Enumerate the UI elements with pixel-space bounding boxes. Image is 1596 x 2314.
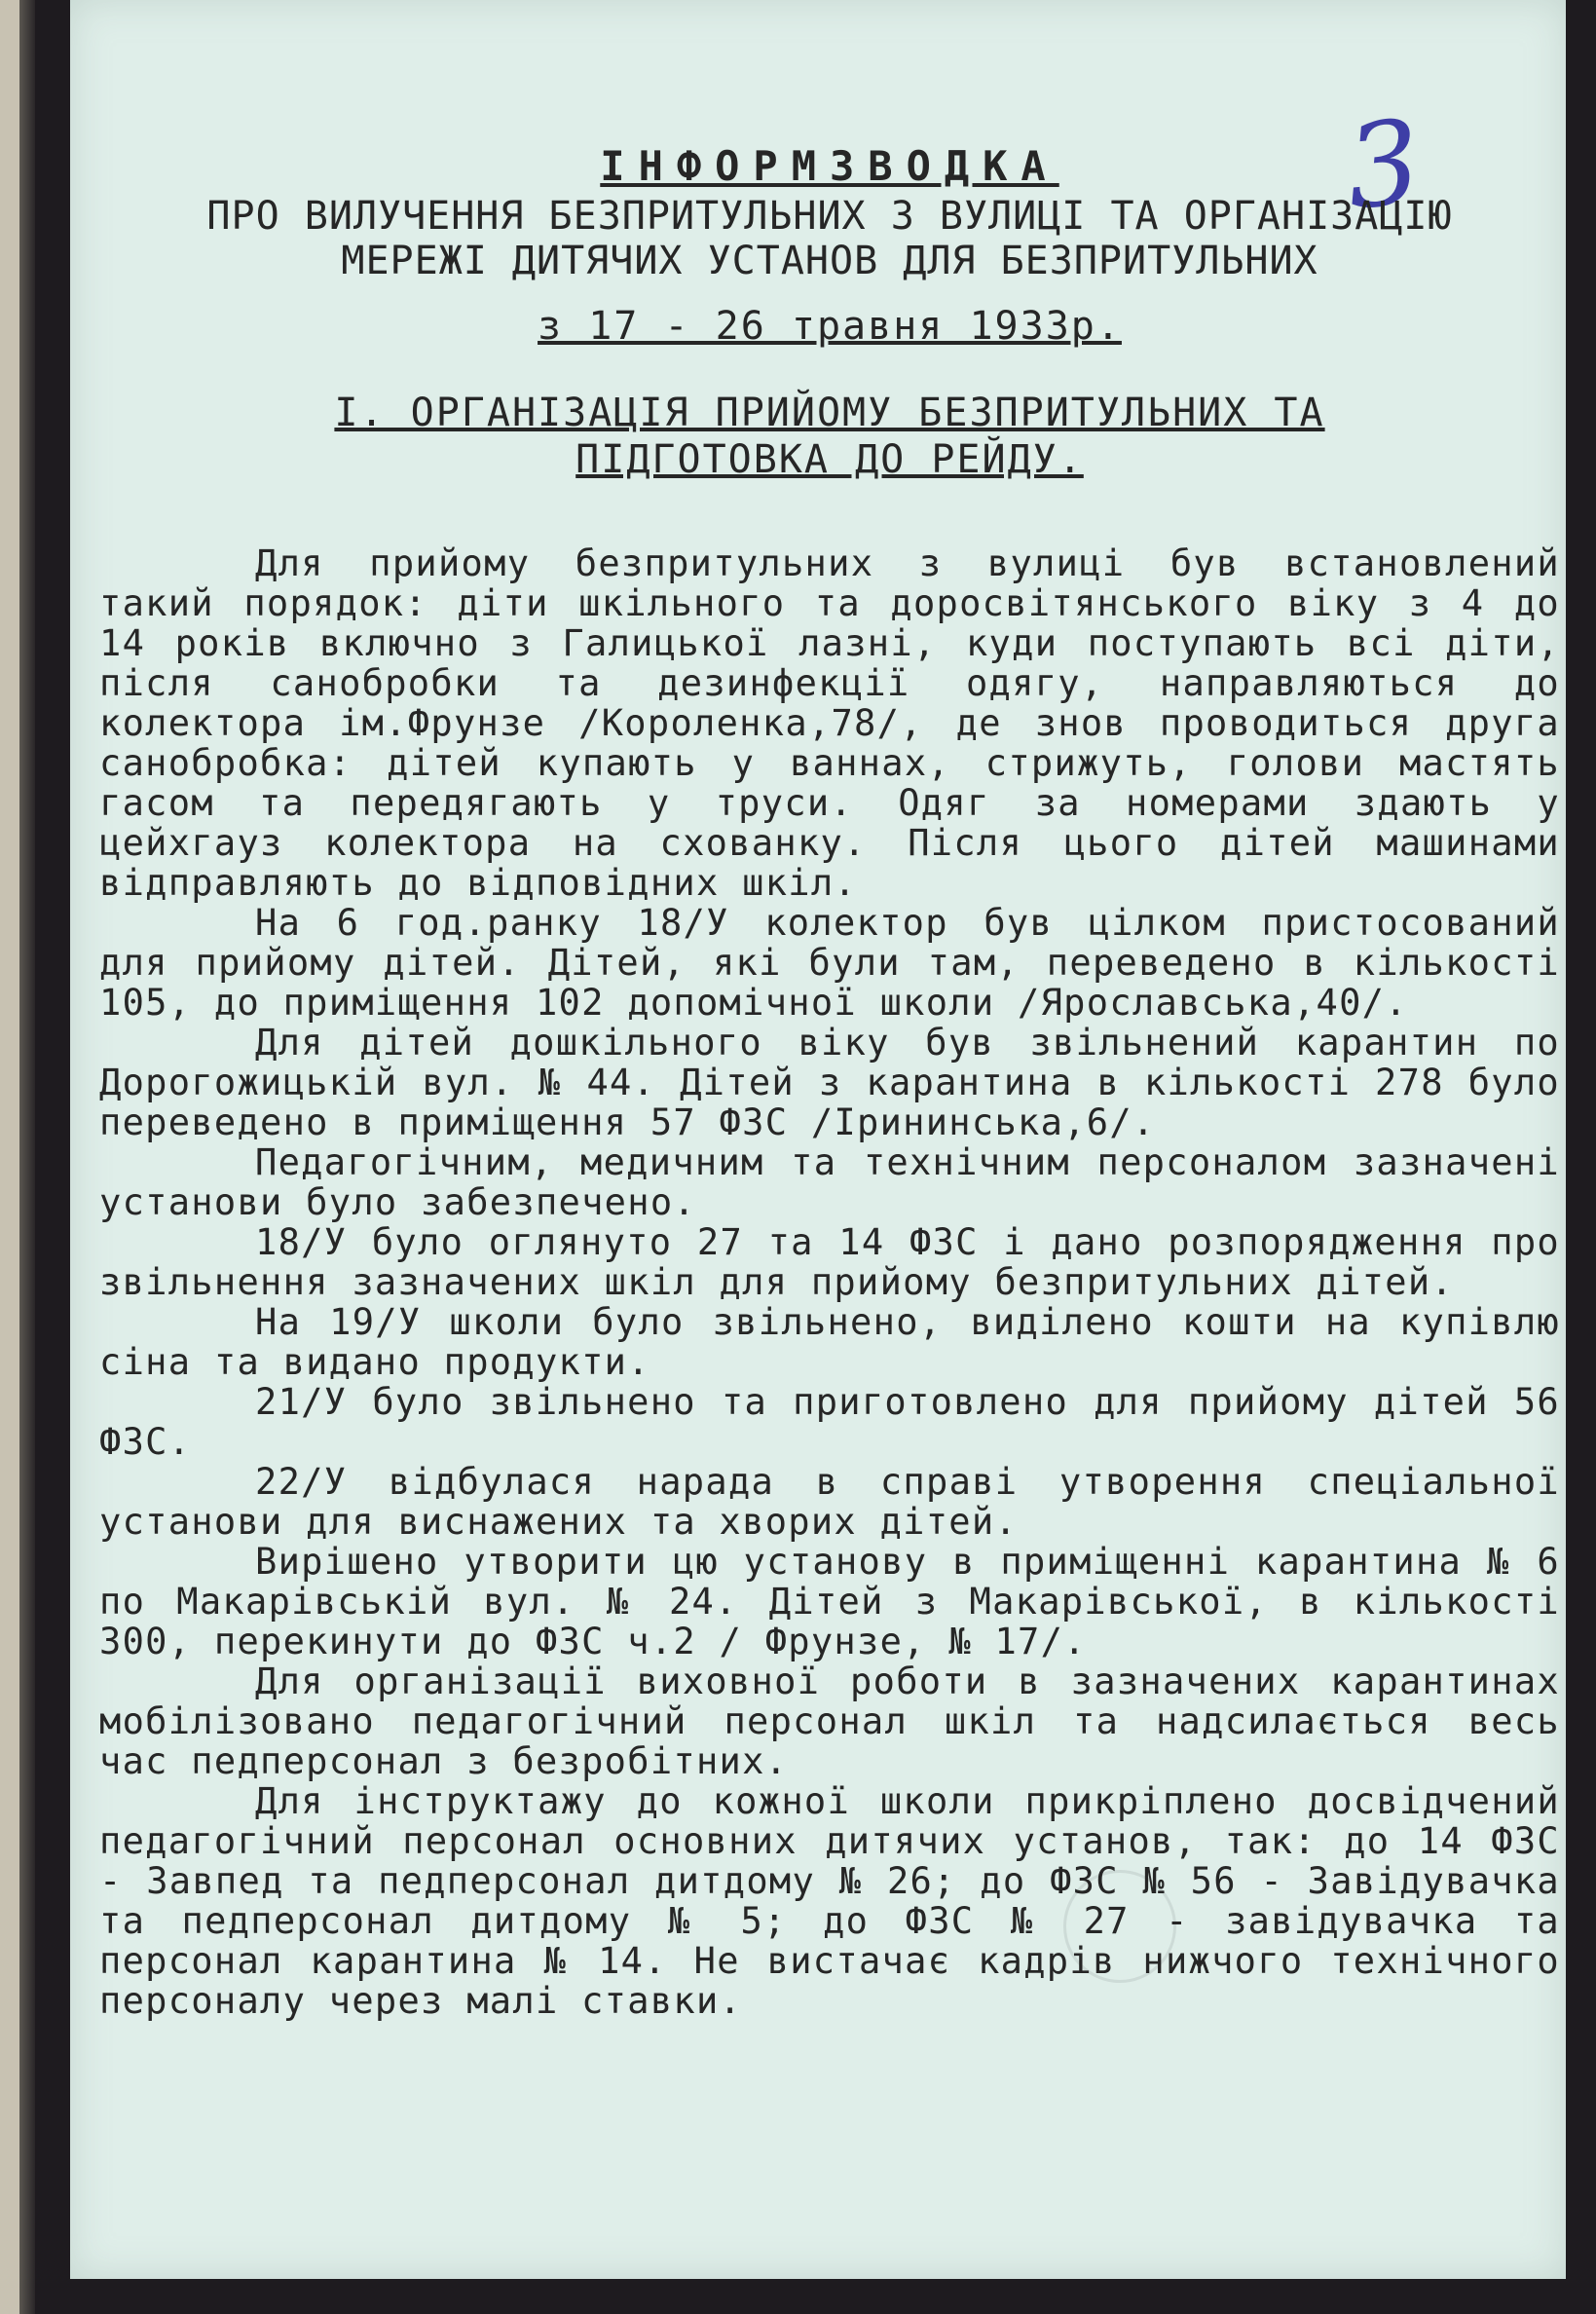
date-range: з 17 - 26 травня 1933р.: [538, 304, 1122, 349]
section-heading-line-2: ПІДГОТОВКА ДО РЕЙДУ.: [575, 437, 1084, 482]
paragraph: 22/У відбулася нарада в справі утворення спеціальної установи для виснажених та хворих дітей.: [99, 1461, 1560, 1543]
section-heading: [99, 390, 1560, 483]
section-heading-line-1: І. ОРГАНІЗАЦІЯ ПРИЙОМУ БЕЗПРИТУЛЬНИХ ТА: [334, 391, 1325, 435]
paragraph: Для інструктажу до кожної школи прикріплено досвідчений педагогічний персонал основних дитячих установ, так: до 14 ФЗС - Завпед та педперсонал дитдому № 26; до ФЗС № 56 - Завідувачка та педперсонал дитдому № 5; до ФЗС № 27 - завідувачка та персонал карантина № 14. Не вистачає кадрів нижчого технічного персоналу через малі ставки.: [99, 1780, 1560, 2022]
paragraph: Для прийому безпритульних з вулиці був встановлений такий порядок: діти шкільного та доросвітянського віку з 4 до 14 років включно з Галицької лазні, куди поступають всі діти, після санобробки та дезинфекції одягу, направляються до колектора ім.Фрунзе /Короленка,78/, де знов проводиться друга санобробка: дітей купають у ваннах, стрижуть, голови мастять гасом та передягають у труси. Одяг за номерами здають у цейхгауз колектора на схованку. Після цього дітей машинами відправляють до відповідних шкіл.: [99, 542, 1560, 904]
document-subtitle-line-1: ПРО ВИЛУЧЕННЯ БЕЗПРИТУЛЬНИХ З ВУЛИЦІ ТА ОРГАНІЗАЦІЮ: [206, 194, 1453, 239]
paragraph: На 19/У школи було звільнено, виділено кошти на купівлю сіна та видано продукти.: [99, 1301, 1560, 1383]
document-title: ІНФОРМЗВОДКА: [600, 142, 1059, 190]
paragraph: 21/У було звільнено та приготовлено для прийому дітей 56 ФЗС.: [99, 1381, 1560, 1463]
scan-edge-shadow: [19, 0, 35, 2314]
paragraph: Педагогічним, медичним та технічним персоналом зазначені установи було забезпечено.: [99, 1141, 1560, 1223]
scan-edge: [0, 0, 19, 2314]
paragraph: На 6 год.ранку 18/У колектор був цілком пристосований для прийому дітей. Дітей, які були там, переведено в кількості 105, до приміщення 102 допомічної школи /Ярославська,40/.: [99, 902, 1560, 1024]
paragraph: Вирішено утворити цю установу в приміщенні карантина № 6 по Макарівській вул. № 24. Дітей з Макарівської, в кількості 300, перекинути до ФЗС ч.2 / Фрунзе, № 17/.: [99, 1541, 1560, 1662]
document-body: [99, 543, 1560, 2021]
paragraph: Для організації виховної роботи в зазначених карантинах мобілізовано педагогічний персонал шкіл та надсилається весь час педперсонал з безробітних.: [99, 1661, 1560, 1782]
document-subtitle-line-2: МЕРЕЖІ ДИТЯЧИХ УСТАНОВ ДЛЯ БЕЗПРИТУЛЬНИХ: [341, 239, 1318, 283]
document-page: [70, 0, 1566, 2279]
paragraph: Для дітей дошкільного віку був звільнений карантин по Дорогожицькій вул. № 44. Дітей з карантина в кількості 278 було переведено в приміщення 57 ФЗС /Ірининська,6/.: [99, 1022, 1560, 1143]
document-text: [99, 142, 1560, 2022]
folio-number: 3: [1339, 93, 1428, 236]
paragraph: 18/У було оглянуто 27 та 14 ФЗС і дано розпорядження про звільнення зазначених шкіл для прийому безпритульних дітей.: [99, 1221, 1560, 1303]
